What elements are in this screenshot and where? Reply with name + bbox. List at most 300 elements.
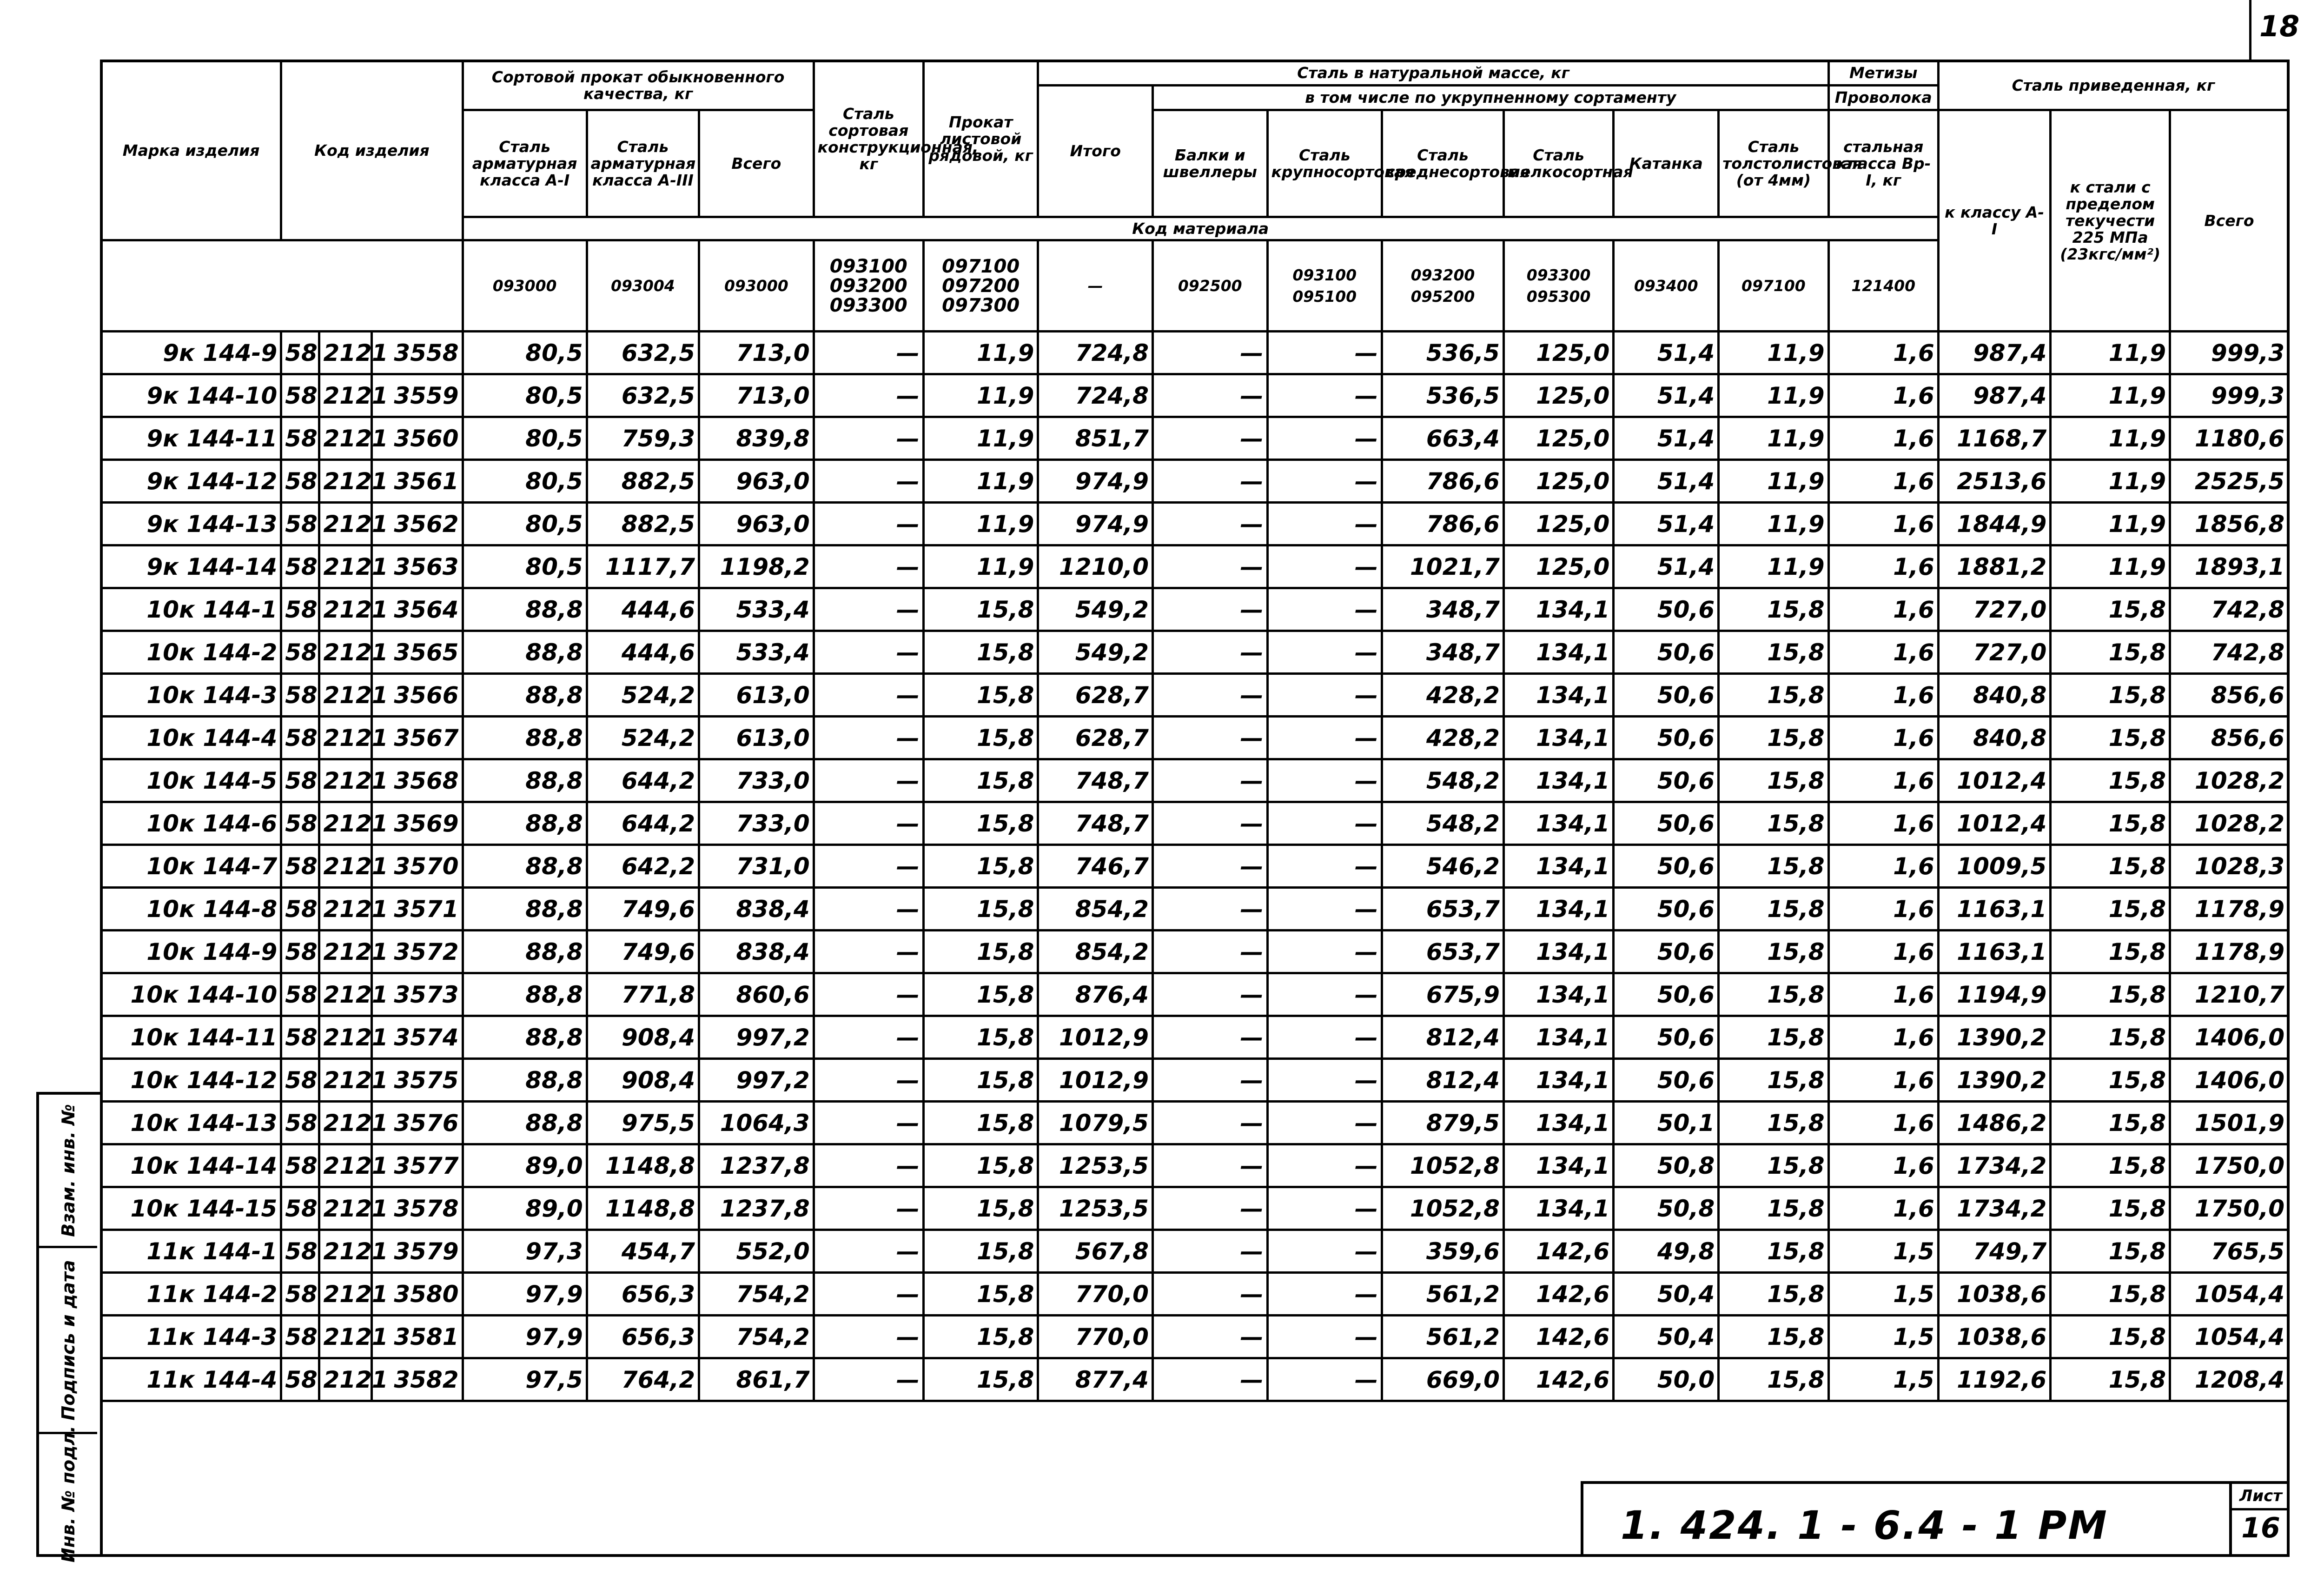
table-cell: 58 bbox=[281, 973, 319, 1016]
header-rebar-a3: Сталь арматурная класса А-III bbox=[587, 110, 699, 217]
table-row bbox=[101, 717, 2289, 759]
table-cell: 58 bbox=[281, 417, 319, 460]
table-cell: 11,9 bbox=[2051, 417, 2170, 460]
table-cell: 974,9 bbox=[1038, 503, 1153, 545]
table-cell: 1,6 bbox=[1828, 802, 1938, 845]
table-cell: 764,2 bbox=[587, 1358, 699, 1401]
table-cell: 10к 144-12 bbox=[101, 1059, 281, 1102]
table-cell: — bbox=[814, 374, 923, 417]
table-cell: 999,3 bbox=[2170, 374, 2289, 417]
table-cell: 15,8 bbox=[923, 1144, 1038, 1187]
table-cell: 549,2 bbox=[1038, 631, 1153, 674]
header-hardware-class: стальная класса Вр-I, кг bbox=[1828, 110, 1938, 217]
table-cell: 10к 144-10 bbox=[101, 973, 281, 1016]
table-cell: 58 bbox=[281, 631, 319, 674]
table-cell: 134,1 bbox=[1503, 973, 1613, 1016]
table-cell: 15,8 bbox=[1719, 1358, 1828, 1401]
table-cell: 15,8 bbox=[2051, 588, 2170, 631]
table-cell: 1038,6 bbox=[1938, 1316, 2050, 1358]
table-cell: 851,7 bbox=[1038, 417, 1153, 460]
table-cell: 1406,0 bbox=[2170, 1016, 2289, 1059]
table-cell: — bbox=[1267, 545, 1382, 588]
table-cell: 11к 144-3 bbox=[101, 1316, 281, 1358]
table-cell: 11,9 bbox=[1719, 503, 1828, 545]
table-cell: 1,6 bbox=[1828, 460, 1938, 503]
header-wire-rod: Катанка bbox=[1614, 110, 1719, 217]
table-cell: 10к 144-9 bbox=[101, 931, 281, 973]
table-cell: 653,7 bbox=[1382, 888, 1504, 931]
table-cell: 80,5 bbox=[463, 417, 587, 460]
table-cell: — bbox=[1152, 1059, 1267, 1102]
table-cell: 49,8 bbox=[1614, 1230, 1719, 1273]
table-cell: — bbox=[1267, 503, 1382, 545]
table-cell: 3558 bbox=[372, 332, 463, 374]
table-cell: 11,9 bbox=[1719, 460, 1828, 503]
table-cell: 15,8 bbox=[923, 1059, 1038, 1102]
table-cell: 15,8 bbox=[923, 588, 1038, 631]
table-cell: 15,8 bbox=[1719, 717, 1828, 759]
header-item-code: Код изделия bbox=[281, 61, 463, 240]
table-cell: 1052,8 bbox=[1382, 1187, 1504, 1230]
table-cell: 3579 bbox=[372, 1230, 463, 1273]
table-cell: 15,8 bbox=[2051, 802, 2170, 845]
table-cell: 1856,8 bbox=[2170, 503, 2289, 545]
table-cell: — bbox=[814, 1059, 923, 1102]
table-cell: 134,1 bbox=[1503, 802, 1613, 845]
table-cell: 1210,7 bbox=[2170, 973, 2289, 1016]
table-cell: 10к 144-11 bbox=[101, 1016, 281, 1059]
table-cell: — bbox=[814, 674, 923, 717]
page-number: 18 bbox=[2259, 9, 2300, 43]
table-cell: — bbox=[1267, 973, 1382, 1016]
header-group-reduced-steel: Сталь приведенная, кг bbox=[1938, 61, 2288, 110]
table-cell: 51,4 bbox=[1614, 374, 1719, 417]
table-cell: 2121 bbox=[319, 888, 372, 931]
table-cell: 567,8 bbox=[1038, 1230, 1153, 1273]
table-cell: 1163,1 bbox=[1938, 931, 2050, 973]
header-blank bbox=[101, 240, 463, 332]
table-cell: 3580 bbox=[372, 1273, 463, 1316]
table-cell: 125,0 bbox=[1503, 417, 1613, 460]
table-cell: 856,6 bbox=[2170, 717, 2289, 759]
table-cell: 786,6 bbox=[1382, 460, 1504, 503]
table-cell: 536,5 bbox=[1382, 374, 1504, 417]
table-cell: 731,0 bbox=[699, 845, 814, 888]
table-cell: 10к 144-15 bbox=[101, 1187, 281, 1230]
material-code-hardware: 121400 bbox=[1828, 240, 1938, 332]
table-cell: 1,6 bbox=[1828, 973, 1938, 1016]
table-row bbox=[101, 1187, 2289, 1230]
table-cell: 58 bbox=[281, 1230, 319, 1273]
table-cell: 749,7 bbox=[1938, 1230, 2050, 1273]
table-cell: 742,8 bbox=[2170, 631, 2289, 674]
table-cell: — bbox=[1267, 802, 1382, 845]
table-cell: 58 bbox=[281, 1273, 319, 1316]
table-row bbox=[101, 1316, 2289, 1358]
table-cell: 348,7 bbox=[1382, 588, 1504, 631]
table-cell: 88,8 bbox=[463, 631, 587, 674]
header-structural-steel: Сталь сортовая конструкционная, кг bbox=[814, 61, 923, 217]
table-cell: — bbox=[1152, 588, 1267, 631]
table-cell: 15,8 bbox=[2051, 1144, 2170, 1187]
table-cell: 58 bbox=[281, 1102, 319, 1144]
table-cell: 3571 bbox=[372, 888, 463, 931]
table-cell: 2513,6 bbox=[1938, 460, 2050, 503]
table-cell: 1,6 bbox=[1828, 503, 1938, 545]
header-reduced-total: Всего bbox=[2170, 110, 2289, 332]
header-rebar-a1: Сталь арматурная класса А-I bbox=[463, 110, 587, 217]
table-cell: 15,8 bbox=[2051, 1059, 2170, 1102]
header-group-rolled-steel: Сортовой прокат обыкновенного качества, кг bbox=[463, 61, 814, 110]
table-cell: 15,8 bbox=[2051, 759, 2170, 802]
table-cell: 58 bbox=[281, 931, 319, 973]
table-row bbox=[101, 1144, 2289, 1187]
table-cell: 134,1 bbox=[1503, 588, 1613, 631]
table-cell: 727,0 bbox=[1938, 588, 2050, 631]
header-sheet-steel: Прокат листовой рядовой, кг bbox=[923, 61, 1038, 217]
table-cell: 88,8 bbox=[463, 1102, 587, 1144]
table-cell: 1178,9 bbox=[2170, 888, 2289, 931]
table-cell: 10к 144-1 bbox=[101, 588, 281, 631]
table-cell: 15,8 bbox=[1719, 1102, 1828, 1144]
table-cell: 2121 bbox=[319, 588, 372, 631]
table-cell: 58 bbox=[281, 1316, 319, 1358]
table-cell: 724,8 bbox=[1038, 374, 1153, 417]
table-cell: 50,1 bbox=[1614, 1102, 1719, 1144]
table-cell: 1750,0 bbox=[2170, 1187, 2289, 1230]
table-cell: 50,8 bbox=[1614, 1144, 1719, 1187]
side-cell-original bbox=[39, 1425, 97, 1563]
table-cell: 632,5 bbox=[587, 374, 699, 417]
table-cell: 1,6 bbox=[1828, 888, 1938, 931]
table-cell: 2121 bbox=[319, 545, 372, 588]
table-cell: 51,4 bbox=[1614, 417, 1719, 460]
table-cell: 125,0 bbox=[1503, 545, 1613, 588]
header-total: Итого bbox=[1038, 86, 1153, 217]
table-cell: 3568 bbox=[372, 759, 463, 802]
header-material-code: Код материала bbox=[463, 217, 1938, 240]
table-cell: 754,2 bbox=[699, 1316, 814, 1358]
table-row bbox=[101, 1102, 2289, 1144]
table-cell: — bbox=[1152, 1016, 1267, 1059]
table-cell: — bbox=[1267, 588, 1382, 631]
table-row bbox=[101, 888, 2289, 931]
table-cell: 15,8 bbox=[923, 802, 1038, 845]
header-rolled-total: Всего bbox=[699, 110, 814, 217]
table-cell: 3562 bbox=[372, 503, 463, 545]
table-cell: — bbox=[814, 1187, 923, 1230]
table-cell: 134,1 bbox=[1503, 1059, 1613, 1102]
table-cell: 50,6 bbox=[1614, 802, 1719, 845]
table-cell: 10к 144-13 bbox=[101, 1102, 281, 1144]
table-cell: 80,5 bbox=[463, 332, 587, 374]
side-stamp bbox=[36, 1092, 100, 1563]
table-cell: — bbox=[1152, 802, 1267, 845]
table-cell: 134,1 bbox=[1503, 845, 1613, 888]
table-cell: 10к 144-7 bbox=[101, 845, 281, 888]
table-cell: 15,8 bbox=[923, 888, 1038, 931]
table-cell: 879,5 bbox=[1382, 1102, 1504, 1144]
table-cell: 15,8 bbox=[923, 1016, 1038, 1059]
table-cell: — bbox=[1152, 759, 1267, 802]
table-cell: 524,2 bbox=[587, 717, 699, 759]
table-cell: 58 bbox=[281, 1187, 319, 1230]
table-row bbox=[101, 460, 2289, 503]
table-cell: — bbox=[1267, 417, 1382, 460]
table-cell: — bbox=[814, 1016, 923, 1059]
material-code-rolled-total: 093000 bbox=[699, 240, 814, 332]
table-cell: 89,0 bbox=[463, 1144, 587, 1187]
table-cell: — bbox=[1152, 417, 1267, 460]
table-cell: 58 bbox=[281, 888, 319, 931]
table-cell: 15,8 bbox=[923, 1187, 1038, 1230]
table-cell: 533,4 bbox=[699, 588, 814, 631]
table-cell: 15,8 bbox=[1719, 1059, 1828, 1102]
table-cell: 125,0 bbox=[1503, 374, 1613, 417]
table-cell: 2121 bbox=[319, 1358, 372, 1401]
table-cell: 11,9 bbox=[923, 332, 1038, 374]
table-cell: — bbox=[1267, 1144, 1382, 1187]
table-cell: — bbox=[814, 545, 923, 588]
table-cell: 15,8 bbox=[2051, 1316, 2170, 1358]
table-cell: 11к 144-1 bbox=[101, 1230, 281, 1273]
table-cell: 1064,3 bbox=[699, 1102, 814, 1144]
table-cell: 3563 bbox=[372, 545, 463, 588]
table-cell: 15,8 bbox=[2051, 845, 2170, 888]
table-cell: 15,8 bbox=[1719, 973, 1828, 1016]
table-row bbox=[101, 1016, 2289, 1059]
table-cell: 134,1 bbox=[1503, 759, 1613, 802]
table-cell: 80,5 bbox=[463, 374, 587, 417]
table-row bbox=[101, 588, 2289, 631]
table-cell: 840,8 bbox=[1938, 674, 2050, 717]
table-cell: — bbox=[814, 1316, 923, 1358]
table-cell: — bbox=[1152, 717, 1267, 759]
table-cell: 15,8 bbox=[923, 845, 1038, 888]
table-cell: 51,4 bbox=[1614, 503, 1719, 545]
table-cell: 125,0 bbox=[1503, 503, 1613, 545]
table-cell: — bbox=[814, 460, 923, 503]
material-code-large: 093100 095100 bbox=[1267, 240, 1382, 332]
table-cell: 1,6 bbox=[1828, 1144, 1938, 1187]
table-cell: — bbox=[1267, 1358, 1382, 1401]
table-cell: 2121 bbox=[319, 1016, 372, 1059]
table-cell: 11,9 bbox=[923, 545, 1038, 588]
table-cell: — bbox=[1267, 674, 1382, 717]
table-cell: 134,1 bbox=[1503, 674, 1613, 717]
table-cell: 134,1 bbox=[1503, 1102, 1613, 1144]
table-cell: 11,9 bbox=[1719, 417, 1828, 460]
table-cell: 861,7 bbox=[699, 1358, 814, 1401]
table-cell: 15,8 bbox=[923, 1230, 1038, 1273]
table-cell: 746,7 bbox=[1038, 845, 1153, 888]
table-cell: 15,8 bbox=[1719, 1273, 1828, 1316]
table-cell: 444,6 bbox=[587, 588, 699, 631]
table-cell: — bbox=[814, 888, 923, 931]
table-cell: 10к 144-8 bbox=[101, 888, 281, 931]
table-cell: 9к 144-10 bbox=[101, 374, 281, 417]
table-cell: 10к 144-4 bbox=[101, 717, 281, 759]
table-cell: 713,0 bbox=[699, 332, 814, 374]
side-label-replacement: Взам. инв. № bbox=[58, 1104, 79, 1237]
table-cell: 733,0 bbox=[699, 759, 814, 802]
table-cell: — bbox=[814, 503, 923, 545]
table-cell: — bbox=[1267, 1016, 1382, 1059]
table-cell: 15,8 bbox=[2051, 888, 2170, 931]
table-cell: 88,8 bbox=[463, 888, 587, 931]
table-cell: 999,3 bbox=[2170, 332, 2289, 374]
table-cell: — bbox=[814, 845, 923, 888]
table-cell: — bbox=[1152, 845, 1267, 888]
table-cell: 656,3 bbox=[587, 1316, 699, 1358]
table-cell: 548,2 bbox=[1382, 759, 1504, 802]
table-cell: 1038,6 bbox=[1938, 1273, 2050, 1316]
table-cell: 10к 144-3 bbox=[101, 674, 281, 717]
table-cell: 1012,9 bbox=[1038, 1016, 1153, 1059]
table-cell: 839,8 bbox=[699, 417, 814, 460]
table-cell: 1,6 bbox=[1828, 417, 1938, 460]
table-cell: 11,9 bbox=[923, 374, 1038, 417]
table-cell: 15,8 bbox=[1719, 588, 1828, 631]
table-cell: 2121 bbox=[319, 1273, 372, 1316]
table-cell: 644,2 bbox=[587, 759, 699, 802]
table-cell: — bbox=[1152, 503, 1267, 545]
table-cell: 80,5 bbox=[463, 503, 587, 545]
table-cell: 142,6 bbox=[1503, 1316, 1613, 1358]
table-cell: 444,6 bbox=[587, 631, 699, 674]
sheet-label: Лист bbox=[2232, 1484, 2290, 1510]
table-cell: 987,4 bbox=[1938, 332, 2050, 374]
table-cell: 1198,2 bbox=[699, 545, 814, 588]
table-cell: 2121 bbox=[319, 1187, 372, 1230]
header-mark: Марка изделия bbox=[101, 61, 281, 240]
table-cell: 2525,5 bbox=[2170, 460, 2289, 503]
table-cell: 134,1 bbox=[1503, 1144, 1613, 1187]
table-cell: 15,8 bbox=[1719, 631, 1828, 674]
table-cell: 97,9 bbox=[463, 1316, 587, 1358]
table-cell: — bbox=[1267, 460, 1382, 503]
table-cell: 88,8 bbox=[463, 1059, 587, 1102]
table-cell: 713,0 bbox=[699, 374, 814, 417]
table-cell: 908,4 bbox=[587, 1059, 699, 1102]
table-cell: 1,6 bbox=[1828, 759, 1938, 802]
table-cell: 58 bbox=[281, 374, 319, 417]
table-cell: 1148,8 bbox=[587, 1187, 699, 1230]
table-cell: 1148,8 bbox=[587, 1144, 699, 1187]
table-cell: 2121 bbox=[319, 417, 372, 460]
table-cell: 1,6 bbox=[1828, 1187, 1938, 1230]
table-cell: 15,8 bbox=[1719, 1187, 1828, 1230]
table-cell: 876,4 bbox=[1038, 973, 1153, 1016]
table-cell: 11,9 bbox=[1719, 332, 1828, 374]
material-code-structural: 093100 093200 093300 bbox=[814, 240, 923, 332]
table-cell: 2121 bbox=[319, 674, 372, 717]
material-code-rebar-a3: 093004 bbox=[587, 240, 699, 332]
table-cell: 628,7 bbox=[1038, 674, 1153, 717]
table-cell: 838,4 bbox=[699, 931, 814, 973]
table-cell: — bbox=[1152, 1273, 1267, 1316]
table-cell: 15,8 bbox=[2051, 1358, 2170, 1401]
table-cell: 2121 bbox=[319, 845, 372, 888]
table-cell: 15,8 bbox=[2051, 1016, 2170, 1059]
table-cell: 58 bbox=[281, 1059, 319, 1102]
table-cell: 50,6 bbox=[1614, 674, 1719, 717]
table-cell: 11,9 bbox=[2051, 374, 2170, 417]
header-yield-225: к стали с пределом текучести 225 МПа (23кгс/мм²) bbox=[2051, 110, 2170, 332]
table-cell: 15,8 bbox=[1719, 1016, 1828, 1059]
table-cell: 644,2 bbox=[587, 802, 699, 845]
table-cell: 771,8 bbox=[587, 973, 699, 1016]
table-cell: 58 bbox=[281, 545, 319, 588]
table-cell: 80,5 bbox=[463, 545, 587, 588]
table-cell: 134,1 bbox=[1503, 931, 1613, 973]
table-cell: 3581 bbox=[372, 1316, 463, 1358]
table-cell: — bbox=[1267, 1102, 1382, 1144]
table-cell: 1012,4 bbox=[1938, 802, 2050, 845]
table-cell: 838,4 bbox=[699, 888, 814, 931]
table-cell: 15,8 bbox=[1719, 802, 1828, 845]
table-cell: 50,0 bbox=[1614, 1358, 1719, 1401]
table-cell: 2121 bbox=[319, 460, 372, 503]
table-cell: — bbox=[814, 631, 923, 674]
table-cell: 908,4 bbox=[587, 1016, 699, 1059]
table-cell: 549,2 bbox=[1038, 588, 1153, 631]
table-cell: — bbox=[814, 1273, 923, 1316]
table-cell: — bbox=[814, 1230, 923, 1273]
table-cell: — bbox=[1267, 1187, 1382, 1230]
table-cell: 1168,7 bbox=[1938, 417, 2050, 460]
steel-specification-table bbox=[100, 60, 2290, 1402]
table-cell: 3566 bbox=[372, 674, 463, 717]
table-cell: 15,8 bbox=[923, 1102, 1038, 1144]
table-cell: 656,3 bbox=[587, 1273, 699, 1316]
table-cell: 1881,2 bbox=[1938, 545, 2050, 588]
table-cell: 51,4 bbox=[1614, 460, 1719, 503]
table-cell: 51,4 bbox=[1614, 332, 1719, 374]
table-row bbox=[101, 674, 2289, 717]
header-beams: Балки и швеллеры bbox=[1152, 110, 1267, 217]
table-cell: — bbox=[814, 1358, 923, 1401]
table-cell: 3570 bbox=[372, 845, 463, 888]
table-cell: 1,5 bbox=[1828, 1230, 1938, 1273]
table-cell: 628,7 bbox=[1038, 717, 1153, 759]
table-cell: 770,0 bbox=[1038, 1316, 1153, 1358]
table-cell: 1180,6 bbox=[2170, 417, 2289, 460]
material-code-wire-rod: 093400 bbox=[1614, 240, 1719, 332]
table-cell: 1079,5 bbox=[1038, 1102, 1153, 1144]
table-cell: 1,6 bbox=[1828, 1016, 1938, 1059]
side-label-original: Инв. № подл. bbox=[58, 1425, 79, 1563]
table-cell: 561,2 bbox=[1382, 1273, 1504, 1316]
table-cell: 2121 bbox=[319, 332, 372, 374]
table-cell: 15,8 bbox=[2051, 931, 2170, 973]
table-cell: 15,8 bbox=[1719, 674, 1828, 717]
table-cell: 1192,6 bbox=[1938, 1358, 2050, 1401]
table-cell: — bbox=[1152, 888, 1267, 931]
table-cell: 58 bbox=[281, 588, 319, 631]
table-cell: 765,5 bbox=[2170, 1230, 2289, 1273]
table-cell: 50,6 bbox=[1614, 631, 1719, 674]
table-cell: 11,9 bbox=[923, 417, 1038, 460]
table-cell: 15,8 bbox=[2051, 631, 2170, 674]
table-cell: — bbox=[1152, 1144, 1267, 1187]
table-cell: 88,8 bbox=[463, 931, 587, 973]
table-cell: 15,8 bbox=[923, 1358, 1038, 1401]
table-cell: 882,5 bbox=[587, 460, 699, 503]
table-cell: — bbox=[814, 717, 923, 759]
table-cell: 1406,0 bbox=[2170, 1059, 2289, 1102]
table-cell: 2121 bbox=[319, 802, 372, 845]
